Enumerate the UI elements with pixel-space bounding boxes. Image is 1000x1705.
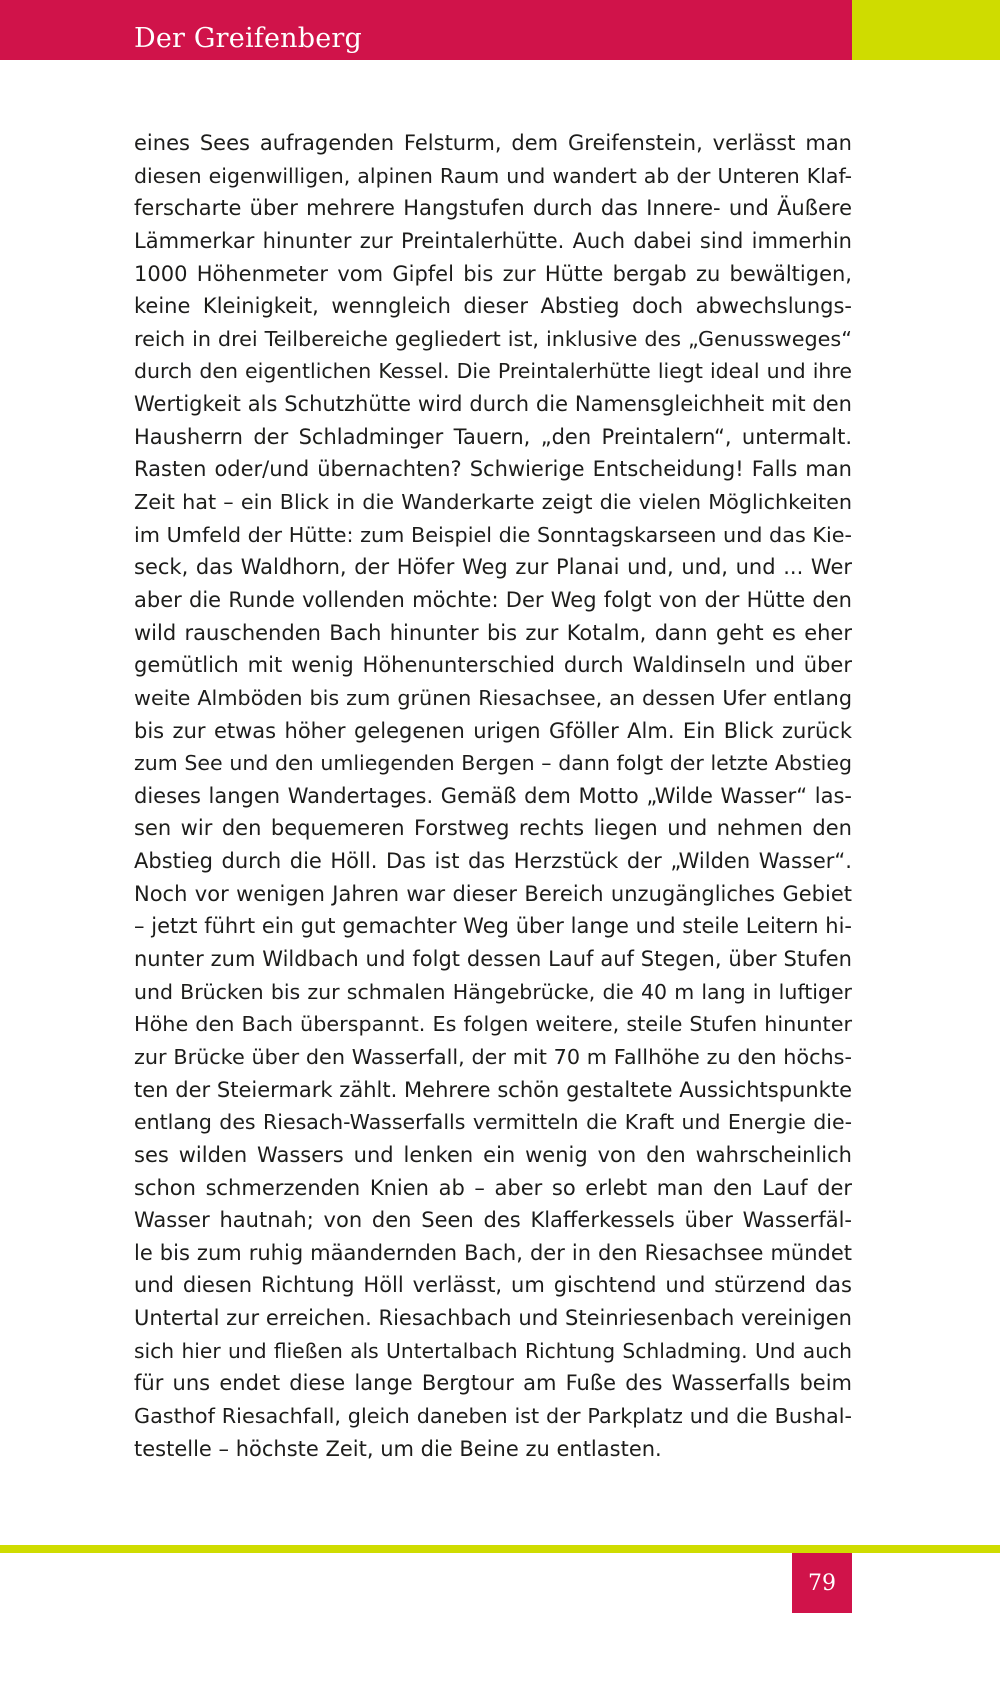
text-line: und diesen Richtung Höll verlässt, um gischtend und stürzend das [134,1273,852,1298]
text-line: Zeit hat – ein Blick in die Wanderkarte zeigt die vielen Möglichkeiten [134,490,852,515]
text-line: durch den eigentlichen Kessel. Die Preintalerhütte liegt ideal und ihre [134,359,852,384]
text-line: diesen eigenwilligen, alpinen Raum und wandert ab der Unteren Klaf- [134,163,852,188]
text-line: seck, das Waldhorn, der Höfer Weg zur Planai und, und, und ... Wer [134,555,852,580]
text-line: 1000 Höhenmeter vom Gipfel bis zur Hütte bergab zu bewältigen, [134,261,852,286]
text-line: nunter zum Wildbach und folgt dessen Lauf auf Stegen, über Stufen [134,947,852,972]
text-line: weite Almböden bis zum grünen Riesachsee, an dessen Ufer entlang [134,685,852,710]
text-line: reich in drei Teilbereiche gegliedert ist, inklusive des „Genussweges“ [134,326,852,351]
text-line: Abstieg durch die Höll. Das ist das Herzstück der „Wilden Wasser“. [134,849,852,874]
text-line: le bis zum ruhig mäandernden Bach, der in den Riesachsee mündet [134,1240,852,1265]
text-line: keine Kleinigkeit, wenngleich dieser Abstieg doch abwechslungs- [134,294,852,319]
text-line: Wasser hautnah; von den Seen des Klafferkessels über Wasserfäl- [134,1208,852,1233]
text-line: für uns endet diese lange Bergtour am Fuße des Wasserfalls beim [134,1371,852,1396]
body-text [134,127,852,1465]
text-line: schon schmerzenden Knien ab – aber so erlebt man den Lauf der [134,1175,852,1200]
text-line: sen wir den bequemeren Forstweg rechts liegen und nehmen den [134,816,852,841]
text-line: – jetzt führt ein gut gemachter Weg über lange und steile Leitern hi- [134,914,852,939]
text-line: Rasten oder/und übernachten? Schwierige Entscheidung! Falls man [134,457,852,482]
text-line: im Umfeld der Hütte: zum Beispiel die Sonntagskarseen und das Kie- [134,522,852,547]
text-line: Gasthof Riesachfall, gleich daneben ist der Parkplatz und die Bushal- [134,1403,852,1428]
running-title: Der Greifenberg [134,23,363,54]
text-line: ses wilden Wassers und lenken ein wenig von den wahrscheinlich [134,1142,852,1167]
text-line: Wertigkeit als Schutzhütte wird durch die Namensgleichheit mit den [134,392,852,417]
header-accent-block [852,0,1000,60]
text-line: ten der Steiermark zählt. Mehrere schön gestaltete Aussichtspunkte [134,1077,852,1102]
page-number-box [792,1553,852,1613]
text-line: Hausherrn der Schladminger Tauern, „den Preintalern“, untermalt. [134,424,852,449]
text-line: bis zur etwas höher gelegenen urigen Gföller Alm. Ein Blick zurück [134,718,852,743]
text-line: wild rauschenden Bach hinunter bis zur Kotalm, dann geht es eher [134,620,852,645]
text-line: gemütlich mit wenig Höhenunterschied durch Waldinseln und über [134,653,852,678]
page-number: 79 [808,1570,836,1596]
text-line: und Brücken bis zur schmalen Hängebrücke, die 40 m lang in luftiger [134,979,852,1004]
footer-rule [0,1545,1000,1553]
text-line: sich hier und fließen als Untertalbach Richtung Schladming. Und auch [134,1338,852,1363]
text-line: eines Sees aufragenden Felsturm, dem Greifenstein, verlässt man [134,131,852,155]
text-line: entlang des Riesach-Wasserfalls vermitteln die Kraft und Energie die- [134,1110,852,1135]
text-line: zur Brücke über den Wasserfall, der mit 70 m Fallhöhe zu den höchs- [134,1044,852,1069]
text-line: Lämmerkar hinunter zur Preintalerhütte. Auch dabei sind immerhin [134,228,852,253]
text-line: Untertal zur erreichen. Riesachbach und Steinriesenbach vereinigen [134,1306,852,1331]
text-line: testelle – höchste Zeit, um die Beine zu entlasten. [134,1436,662,1461]
text-line: dieses langen Wandertages. Gemäß dem Motto „Wilde Wasser“ las- [134,783,852,808]
text-line: ferscharte über mehrere Hangstufen durch das Innere- und Äußere [134,196,852,221]
text-line: Höhe den Bach überspannt. Es folgen weitere, steile Stufen hinunter [134,1012,852,1037]
text-line: zum See und den umliegenden Bergen – dann folgt der letzte Abstieg [134,751,852,776]
text-line: Noch vor wenigen Jahren war dieser Bereich unzugängliches Gebiet [134,881,852,906]
text-line: aber die Runde vollenden möchte: Der Weg folgt von der Hütte den [134,587,852,612]
header-bar [0,0,852,60]
